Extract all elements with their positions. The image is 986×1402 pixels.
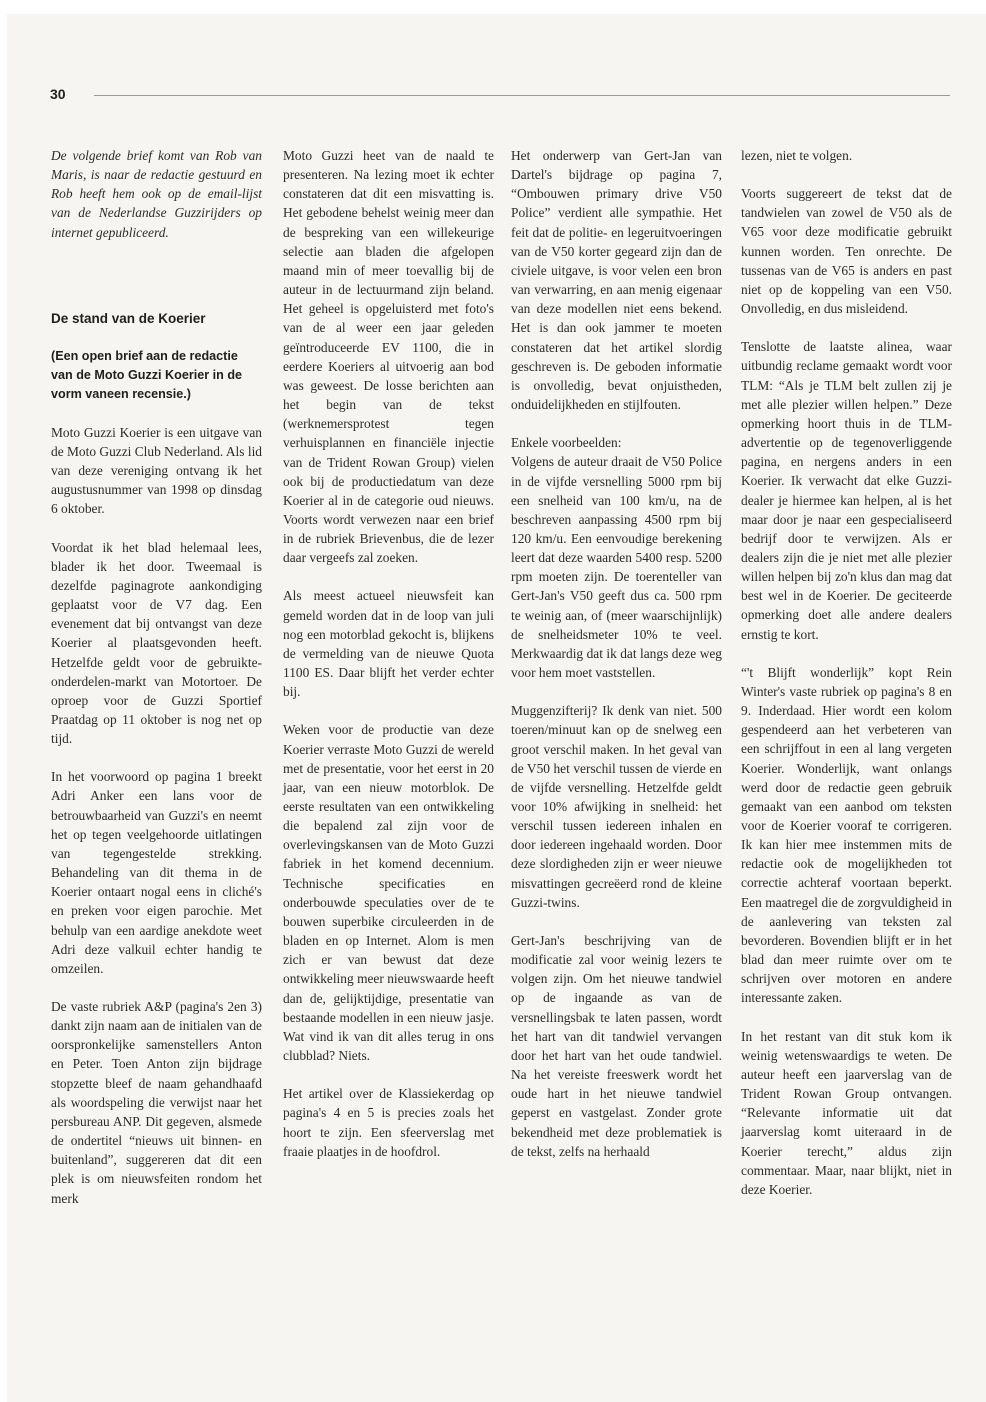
page-number: 30 [50,86,66,102]
header-rule [94,95,950,96]
paragraph-label: Enkele voorbeelden: [511,435,622,451]
paragraph: Moto Guzzi Koerier is een uitgave van de Moto Guzzi Club Nederland. Als lid van deze vereniging ontvang ik het augustusnummer van 1998 op dinsdag 6 oktober. [51,424,262,517]
paragraph: Als meest actueel nieuwsfeit kan gemeld worden dat in de loop van juli nog een motorblad gekocht is, blijkens de vermelding van de nieuwe Quota 1100 ES. Daar blijft het verder echter bij. [283,588,494,700]
paragraph: Voorts suggereert de tekst dat de tandwielen van zowel de V50 als de V65 voor deze modificatie gebruikt kunnen worden. Ten onrechte. De tussenas van de V65 is anders en past niet op de koppeling van een V50. Onvolledig, en dus misleidend. [741,186,952,317]
scan-border-top [0,0,986,14]
paragraph: De vaste rubriek A&P (pagina's 2en 3) dankt zijn naam aan de initialen van de oorspronkelijke samenstellers Anton en Peter. Toen Anton zijn bijdrage stopzette bleef de naam gehandhaafd als woordspeling die verwijst naar het persbureau ANP. Dit gegeven, alsmede de ondertitel “nieuws uit binnen- en buitenland”, suggereren dat dit een plek is om nieuwsfeiten rondom het merk [51,999,262,1206]
paragraph: Het onderwerp van Gert-Jan van Dartel's bijdrage op pagina 7, “Ombouwen primary drive V50 Police” verdient alle sympathie. Het feit dat de politie- en legeruitvoeringen van de V50 korter gegeard zijn dan de civiele uitgave, is voor velen een bron van verwarring, en aan menig eigenaar van deze modellen niet eens bekend. Het is dan ook jammer te moeten constateren dat het artikel slordig geschreven is. De geboden informatie is onvolledig, bevat onjuistheden, onduidelijkheden en stijlfouten. [511,148,722,413]
column-4 [741,146,952,1218]
paragraph: Muggenzifterij? Ik denk van niet. 500 toeren/minuut kan op de snelweg een groot verschil maken. In het geval van de V50 het verschil tussen de vierde en de vijfde versnelling. Hetzelfde geldt voor 10% afwijking in snelheid: het verschil tussen iedereen inhalen en door iedereen ingehaald worden. Door deze slordigheden zijn er weer nieuwe misvattingen gecreëerd rond de kleine Guzzi-twins. [511,703,722,910]
paragraph: Volgens de auteur draait de V50 Police in de vijfde versnelling 5000 rpm bij een snelheid van 100 km/u, na de beschreven aanpassing 4500 rpm bij 120 km/u. Een eenvoudige berekening leert dat deze waarden 5400 resp. 5200 rpm moeten zijn. De toerenteller van Gert-Jan's V50 geeft dus ca. 500 rpm te weinig aan, of (meer waarschijnlijk) de snelheidsmeter 10% te veel. Merkwaardig dat ik dat langs deze weg voor hem moet vaststellen. [511,454,722,681]
paragraph: Gert-Jan's beschrijving van de modificatie zal voor weinig lezers te volgen zijn. Om het nieuwe tandwiel op de ingaande as van de versnellingsbak te laten passen, wordt het hart van dit tandwiel vervangen door het hart van het oude tandwiel. Na het vereiste freeswerk wordt het oude hart in het nieuwe tandwiel geperst en vastgelast. Zonder grote bekendheid met deze problematiek is de tekst, zelfs na herhaald [511,932,722,1159]
column-3 [511,146,722,1180]
paragraph: Weken voor de productie van deze Koerier verraste Moto Guzzi de wereld met de presentatie, voor het eerst in 20 jaar, van een nieuw motorblok. De eerste resultaten van een ontwikkeling die bepalend zal zijn voor de overlevingskansen van de Moto Guzzi fabriek in het komend decennium. Technische specificaties en onderbouwde speculaties over de te bouwen superbike circuleerden in de bladen en op Internet. Alom is men zich er van bewust dat deze ontwikkeling meer nieuwswaarde heeft dan de, gelijktijdige, presentatie van bestaande modellen in een nieuw jasje. Wat vind ik van dit alles terug in ons clubblad? Niets. [283,722,494,1064]
article-subtitle: (Een open brief aan de redactie van de Moto Guzzi Koerier in de vorm vaneen recensie.) [51,348,243,401]
paragraph: Het artikel over de Klassiekerdag op pagina's 4 en 5 is precies zoals het hoort te zijn. Een sfeerverslag met fraaie plaatjes in de hoofdrol. [283,1086,494,1159]
paragraph: Voordat ik het blad helemaal lees, blader ik het door. Tweemaal is dezelfde paginagrote aankondiging geplaatst voor de V7 dag. Een evenement dat bij ontvangst van deze Koerier al plaatsgevonden heeft. Hetzelfde geldt voor de gebruikte-onderdelen-markt van Motortoer. De oproep voor de Guzzi Sportief Praatdag op 11 oktober is nog net op tijd. [51,539,262,747]
article-title: De stand van de Koerier [51,310,206,326]
page-header [50,86,950,106]
paragraph: In het voorwoord op pagina 1 breekt Adri Anker een lans voor de betrouwbaarheid van Guzzi's en neemt het op tegen veelgehoorde uitlatingen van tegengestelde strekking. Behandeling van dit thema in de Koerier ontaart nogal eens in cliché's en preken voor eigen parochie. Met behulp van een aardige anekdote weet Adri deze valkuil echter handig te omzeilen. [51,769,262,976]
intro-note: De volgende brief komt van Rob van Maris, is naar de redactie gestuurd en Rob heeft hem ook op de email-lijst van de Nederlandse Guzzirijders op internet gepubliceerd. [51,148,262,240]
paragraph: In het restant van dit stuk kom ik weinig wetenswaardigs te weten. De auteur heeft een jaarverslag van de Trident Rowan Group ontvangen. “Relevante informatie uit dat jaarverslag komt uiteraard in de Koerier terecht,” aldus zijn commentaar. Maar, naar blijkt, niet in deze Koerier. [741,1028,952,1197]
column-2 [283,146,494,1180]
paragraph: “'t Blijft wonderlijk” kopt Rein Winter's vaste rubriek op pagina's 8 en 9. Inderdaad. Hier wordt een kolom gespendeerd aan het verbeteren van een schrijffout in een al lang vergeten Koerier. Wonderlijk, want onlangs werd door de redactie geen gebruik gemaakt van een aanbod om teksten voor de Koerier vooraf te corrigeren. Ik kan hier mee instemmen mits de redactie ook de mogelijkheden tot correctie achteraf voortaan beperkt. Een maatregel die de zorgvuldigheid in de aanlevering van teksten zal bevorderen. Bovendien blijft er in het blad dan meer ruimte over om te schrijven over motoren en andere interessante zaken. [741,664,952,1006]
scan-border-left [0,0,7,1402]
paragraph: Moto Guzzi heet van de naald te presenteren. Na lezing moet ik echter constateren dat dit een misvatting is. Het gebodene behelst weinig meer dan de bespreking van een willekeurige selectie aan bladen die afgelopen maand min of meer toevallig bij de auteur in de lectuurmand zijn beland. Het geheel is opgeluisterd met foto's van de al weer een jaar geleden geïntroduceerde EV 1100, die in eerdere Koeriers al uitvoerig aan bod was geweest. De losse berichten aan het begin van de tekst (werknemersprotest tegen verhuisplannen en financiële injectie van de Trident Rowan Group) vielen ook bij de productiedatum van deze Koerier al in de categorie oud nieuws. Voorts wordt verwezen naar een brief in de rubriek Brievenbus, die de lezer daar vergeefs zal zoeken. [283,148,494,566]
paragraph: lezen, niet te volgen. [741,148,853,163]
paragraph: Tenslotte de laatste alinea, waar uitbundig reclame gemaakt wordt voor TLM: “Als je TLM belt zullen zij je met alle plezier willen helpen.” Deze opmerking hoort thuis in de TLM-advertentie op de tegenoverliggende pagina, en nergens anders in een Koerier. Ik verwacht dat elke Guzzi-dealer je hiermee kan helpen, al is het maar door je naar een gespecialiseerd bedrijf door te verwijzen. Als er dealers zijn die je niet met alle plezier willen helpen bij zo'n klus dan mag dat best wel in de Koerier. De geciteerde opmerking doet alle andere dealers ernstig te kort. [741,339,952,642]
column-1 [51,146,262,1227]
